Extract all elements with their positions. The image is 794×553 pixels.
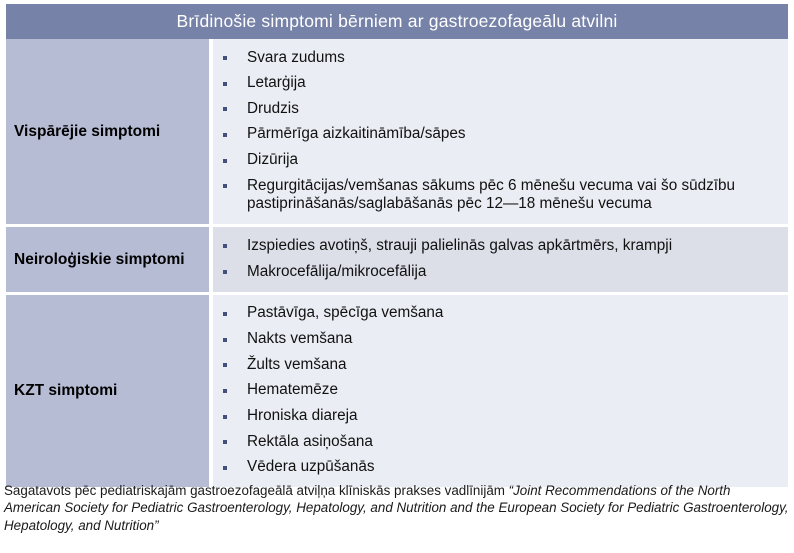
list-item [213,404,780,430]
bullet-square-icon [223,466,227,470]
list-item-text: Nakts vemšana [247,330,353,348]
list-item-text: Hematemēze [247,381,338,399]
list-item [213,148,780,174]
row-category-cell [6,39,209,224]
list-item-text: Rektāla asiņošana [247,432,373,450]
list-item-text: Hroniska diareja [247,407,358,425]
list-item [213,301,780,327]
list-item-text: Izspiedies avotiņš, strauji palielinās galvas apkārtmērs, krampji [247,236,673,254]
list-item-text: Regurgitācijas/vemšanas sākums pēc 6 mēnešu vecuma vai šo sūdzību pastiprināšanās/saglabāšanās pēc 12—18 mēnešu vecuma [247,176,736,213]
list-item-text: Letarģija [247,74,306,92]
row-symptoms-cell [209,227,788,292]
list-item-text: Svara zudums [247,48,345,66]
symptom-list [213,45,780,218]
footnote-lead: Sagatavots pēc pediatriskajām gastroezofageālā atviļņa klīniskās prakses vadlīnijām [4,483,509,498]
list-item-text: Drudzis [247,99,299,117]
list-item-text: Pastāvīga, spēcīga vemšana [247,304,444,322]
bullet-square-icon [223,184,227,188]
table-row [6,224,788,292]
bullet-square-icon [223,244,227,248]
list-item-text: Pārmērīga aizkaitināmība/sāpes [247,125,466,143]
row-symptoms-cell [209,295,788,487]
bullet-square-icon [223,82,227,86]
bullet-square-icon [223,107,227,111]
row-category-label: Neiroloģiskie simptomi [14,250,185,268]
list-item [213,71,780,97]
list-item [213,45,780,71]
list-item [213,352,780,378]
bullet-square-icon [223,440,227,444]
list-item [213,455,780,481]
bullet-square-icon [223,159,227,163]
table-row [6,39,788,224]
row-category-label: KZT simptomi [14,382,118,400]
list-item-text: Makrocefālija/mikrocefālija [247,263,427,281]
bullet-square-icon [223,133,227,137]
bullet-square-icon [223,389,227,393]
bullet-square-icon [223,338,227,342]
list-item [213,233,780,260]
list-item-text: Žults vemšana [247,355,347,373]
row-category-cell [6,295,209,487]
list-item [213,259,780,286]
table-body [6,39,788,487]
list-item-text: Vēdera uzpūšanās [247,458,375,476]
bullet-square-icon [223,363,227,367]
bullet-square-icon [223,415,227,419]
bullet-square-icon [223,270,227,274]
list-item [213,173,780,217]
row-category-label: Vispārējie simptomi [14,122,161,140]
row-category-cell [6,227,209,292]
list-item [213,378,780,404]
list-item [213,327,780,353]
list-item [213,429,780,455]
symptom-list [213,233,780,286]
footnote [4,482,790,534]
symptom-list [213,301,780,481]
table-row [6,292,788,487]
row-symptoms-cell [209,39,788,224]
list-item [213,122,780,148]
footnote-citation: “Joint Recommendations of the North American Society for Pediatric Gastroenterology, Hepatology, and Nutrition and the European Society for Pediatric Gastroenterology, Hepatology, and Nutrition” [4,483,789,533]
list-item [213,96,780,122]
list-item-text: Dizūrija [247,151,298,169]
bullet-square-icon [223,56,227,60]
bullet-square-icon [223,312,227,316]
table-title: Brīdinošie simptomi bērniem ar gastroezofageālu atvilni [6,4,788,39]
warning-symptoms-table [6,4,788,487]
